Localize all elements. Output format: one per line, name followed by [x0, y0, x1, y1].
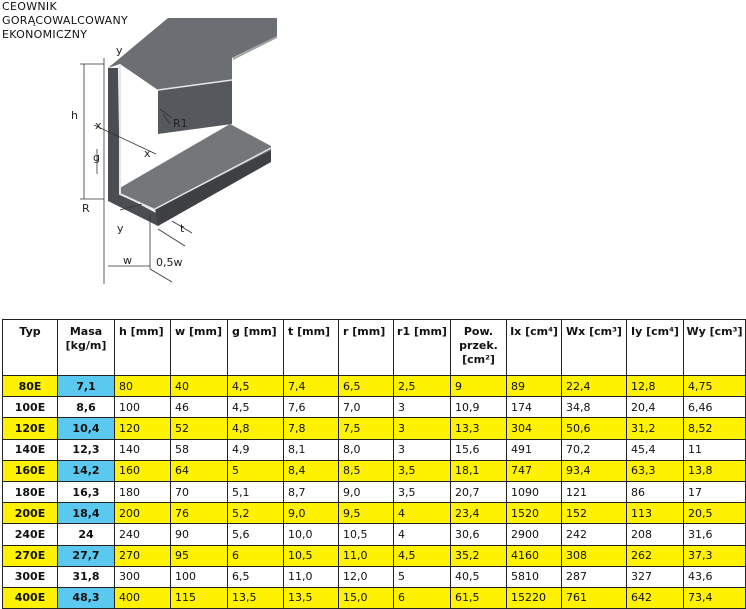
- cell-h: 300: [115, 566, 171, 587]
- label-r: R: [82, 202, 90, 215]
- cell-t: 8,4: [284, 460, 339, 481]
- table-row: [3, 566, 746, 587]
- channel-section-drawing: [60, 14, 290, 299]
- cell-r: 7,5: [339, 418, 394, 439]
- cell-pow: 9: [451, 376, 507, 397]
- cell-r: 6,5: [339, 376, 394, 397]
- cell-t: 7,8: [284, 418, 339, 439]
- cell-ix: 2900: [507, 524, 562, 545]
- label-x-right: x: [144, 147, 151, 160]
- cell-h: 160: [115, 460, 171, 481]
- cell-ix: 5810: [507, 566, 562, 587]
- cell-typ: 300E: [3, 566, 58, 587]
- cell-w: 46: [171, 397, 228, 418]
- header-wy: Wy [cm³]: [684, 320, 746, 376]
- cell-iy: 31,2: [627, 418, 684, 439]
- header-g: g [mm]: [228, 320, 284, 376]
- cell-ix: 1090: [507, 481, 562, 502]
- cell-h: 180: [115, 481, 171, 502]
- cell-h: 140: [115, 439, 171, 460]
- header-t: t [mm]: [284, 320, 339, 376]
- top-flange-top-face: [108, 18, 277, 90]
- cell-r: 8,0: [339, 439, 394, 460]
- cell-typ: 180E: [3, 481, 58, 502]
- cell-wy: 31,6: [684, 524, 746, 545]
- cell-pow: 15,6: [451, 439, 507, 460]
- cell-pow: 23,4: [451, 503, 507, 524]
- cell-ix: 1520: [507, 503, 562, 524]
- cell-masa: 27,7: [58, 545, 115, 566]
- cell-masa: 8,6: [58, 397, 115, 418]
- cell-wy: 43,6: [684, 566, 746, 587]
- table-header-row: [3, 320, 746, 376]
- cell-iy: 45,4: [627, 439, 684, 460]
- cell-h: 100: [115, 397, 171, 418]
- cell-t: 7,6: [284, 397, 339, 418]
- cell-wy: 37,3: [684, 545, 746, 566]
- cell-pow: 10,9: [451, 397, 507, 418]
- cell-w: 115: [171, 587, 228, 608]
- cell-masa: 10,4: [58, 418, 115, 439]
- cell-wx: 121: [562, 481, 627, 502]
- cell-wy: 20,5: [684, 503, 746, 524]
- cell-w: 58: [171, 439, 228, 460]
- cell-wy: 11: [684, 439, 746, 460]
- table-row: [3, 376, 746, 397]
- cell-t: 10,0: [284, 524, 339, 545]
- title-line-3: EKONOMICZNY: [2, 28, 88, 41]
- label-x-left: x: [95, 119, 102, 132]
- cell-ix: 15220: [507, 587, 562, 608]
- cell-r: 9,5: [339, 503, 394, 524]
- cell-r: 15,0: [339, 587, 394, 608]
- cell-r: 9,0: [339, 481, 394, 502]
- header-r: r [mm]: [339, 320, 394, 376]
- cell-g: 5,2: [228, 503, 284, 524]
- cell-iy: 63,3: [627, 460, 684, 481]
- cell-pow: 13,3: [451, 418, 507, 439]
- cell-masa: 18,4: [58, 503, 115, 524]
- cell-wx: 22,4: [562, 376, 627, 397]
- cell-g: 4,5: [228, 397, 284, 418]
- cell-iy: 113: [627, 503, 684, 524]
- label-r1: R1: [173, 117, 188, 130]
- cell-h: 120: [115, 418, 171, 439]
- cell-iy: 86: [627, 481, 684, 502]
- table-row: [3, 439, 746, 460]
- cell-t: 7,4: [284, 376, 339, 397]
- cell-typ: 240E: [3, 524, 58, 545]
- header-masa: Masa [kg/m]: [58, 320, 115, 376]
- cell-pow: 61,5: [451, 587, 507, 608]
- cell-r1: 5: [394, 566, 451, 587]
- cell-wx: 761: [562, 587, 627, 608]
- cell-wx: 93,4: [562, 460, 627, 481]
- cell-wx: 70,2: [562, 439, 627, 460]
- cell-wy: 8,52: [684, 418, 746, 439]
- cell-iy: 262: [627, 545, 684, 566]
- cell-iy: 12,8: [627, 376, 684, 397]
- table-row: [3, 545, 746, 566]
- cell-typ: 80E: [3, 376, 58, 397]
- cell-wy: 6,46: [684, 397, 746, 418]
- cell-r1: 4: [394, 503, 451, 524]
- cell-pow: 40,5: [451, 566, 507, 587]
- cell-wy: 13,8: [684, 460, 746, 481]
- channel-spec-table: [2, 319, 746, 609]
- table-row: [3, 481, 746, 502]
- cell-r1: 3: [394, 397, 451, 418]
- cell-r1: 4,5: [394, 545, 451, 566]
- cell-iy: 642: [627, 587, 684, 608]
- cell-g: 5,1: [228, 481, 284, 502]
- table-row: [3, 587, 746, 608]
- header-r1: r1 [mm]: [394, 320, 451, 376]
- cell-masa: 48,3: [58, 587, 115, 608]
- cell-typ: 270E: [3, 545, 58, 566]
- cell-t: 10,5: [284, 545, 339, 566]
- cell-pow: 30,6: [451, 524, 507, 545]
- label-t: t: [180, 222, 185, 235]
- label-y-top: y: [116, 44, 123, 57]
- cell-r1: 3: [394, 418, 451, 439]
- table-row: [3, 397, 746, 418]
- label-g: g: [93, 151, 100, 164]
- table-row: [3, 524, 746, 545]
- cell-masa: 7,1: [58, 376, 115, 397]
- cell-w: 95: [171, 545, 228, 566]
- cell-iy: 20,4: [627, 397, 684, 418]
- label-w: w: [123, 254, 132, 267]
- cell-iy: 327: [627, 566, 684, 587]
- cell-w: 76: [171, 503, 228, 524]
- table-row: [3, 460, 746, 481]
- header-pow: Pow. przek. [cm²]: [451, 320, 507, 376]
- cell-wx: 34,8: [562, 397, 627, 418]
- cell-t: 8,1: [284, 439, 339, 460]
- cell-r: 7,0: [339, 397, 394, 418]
- cell-r1: 3: [394, 439, 451, 460]
- label-half-w: 0,5w: [156, 256, 183, 269]
- cell-r1: 3,5: [394, 481, 451, 502]
- table-row: [3, 503, 746, 524]
- cell-w: 70: [171, 481, 228, 502]
- cell-g: 5: [228, 460, 284, 481]
- cell-typ: 140E: [3, 439, 58, 460]
- cell-masa: 24: [58, 524, 115, 545]
- cell-w: 100: [171, 566, 228, 587]
- cell-typ: 100E: [3, 397, 58, 418]
- cell-r1: 2,5: [394, 376, 451, 397]
- cell-w: 40: [171, 376, 228, 397]
- cell-h: 240: [115, 524, 171, 545]
- cell-wx: 50,6: [562, 418, 627, 439]
- cell-wy: 73,4: [684, 587, 746, 608]
- cell-r1: 6: [394, 587, 451, 608]
- cell-h: 400: [115, 587, 171, 608]
- cell-wy: 4,75: [684, 376, 746, 397]
- cell-typ: 400E: [3, 587, 58, 608]
- cell-g: 4,9: [228, 439, 284, 460]
- cell-masa: 16,3: [58, 481, 115, 502]
- cell-g: 6: [228, 545, 284, 566]
- cell-w: 52: [171, 418, 228, 439]
- cell-pow: 18,1: [451, 460, 507, 481]
- cell-w: 90: [171, 524, 228, 545]
- cell-r: 10,5: [339, 524, 394, 545]
- cell-wx: 308: [562, 545, 627, 566]
- cell-r: 8,5: [339, 460, 394, 481]
- label-y-bottom: y: [117, 222, 124, 235]
- cell-typ: 200E: [3, 503, 58, 524]
- cell-wx: 242: [562, 524, 627, 545]
- cell-r: 11,0: [339, 545, 394, 566]
- title-line-1: CEOWNIK: [2, 0, 57, 13]
- cell-masa: 12,3: [58, 439, 115, 460]
- cell-t: 9,0: [284, 503, 339, 524]
- cell-r1: 3,5: [394, 460, 451, 481]
- label-h: h: [71, 109, 78, 122]
- header-ix: Ix [cm⁴]: [507, 320, 562, 376]
- cell-wx: 287: [562, 566, 627, 587]
- cell-h: 270: [115, 545, 171, 566]
- cell-h: 200: [115, 503, 171, 524]
- cell-h: 80: [115, 376, 171, 397]
- cell-ix: 304: [507, 418, 562, 439]
- cell-typ: 160E: [3, 460, 58, 481]
- cell-w: 64: [171, 460, 228, 481]
- table-row: [3, 418, 746, 439]
- cell-pow: 20,7: [451, 481, 507, 502]
- cell-masa: 31,8: [58, 566, 115, 587]
- cell-r1: 4: [394, 524, 451, 545]
- cell-wy: 17: [684, 481, 746, 502]
- cell-wx: 152: [562, 503, 627, 524]
- cell-ix: 491: [507, 439, 562, 460]
- header-h: h [mm]: [115, 320, 171, 376]
- cell-r: 12,0: [339, 566, 394, 587]
- cell-ix: 174: [507, 397, 562, 418]
- cell-pow: 35,2: [451, 545, 507, 566]
- cell-typ: 120E: [3, 418, 58, 439]
- header-wx: Wx [cm³]: [562, 320, 627, 376]
- cell-t: 11,0: [284, 566, 339, 587]
- cell-ix: 89: [507, 376, 562, 397]
- cell-ix: 4160: [507, 545, 562, 566]
- cell-g: 5,6: [228, 524, 284, 545]
- cell-g: 13,5: [228, 587, 284, 608]
- cell-t: 8,7: [284, 481, 339, 502]
- header-typ: Typ: [3, 320, 58, 376]
- header-w: w [mm]: [171, 320, 228, 376]
- cell-t: 13,5: [284, 587, 339, 608]
- header-iy: Iy [cm⁴]: [627, 320, 684, 376]
- cell-ix: 747: [507, 460, 562, 481]
- cell-g: 4,8: [228, 418, 284, 439]
- title-line-2: GORĄCOWALCOWANY: [2, 14, 129, 27]
- cell-iy: 208: [627, 524, 684, 545]
- cell-g: 6,5: [228, 566, 284, 587]
- cell-masa: 14,2: [58, 460, 115, 481]
- cell-g: 4,5: [228, 376, 284, 397]
